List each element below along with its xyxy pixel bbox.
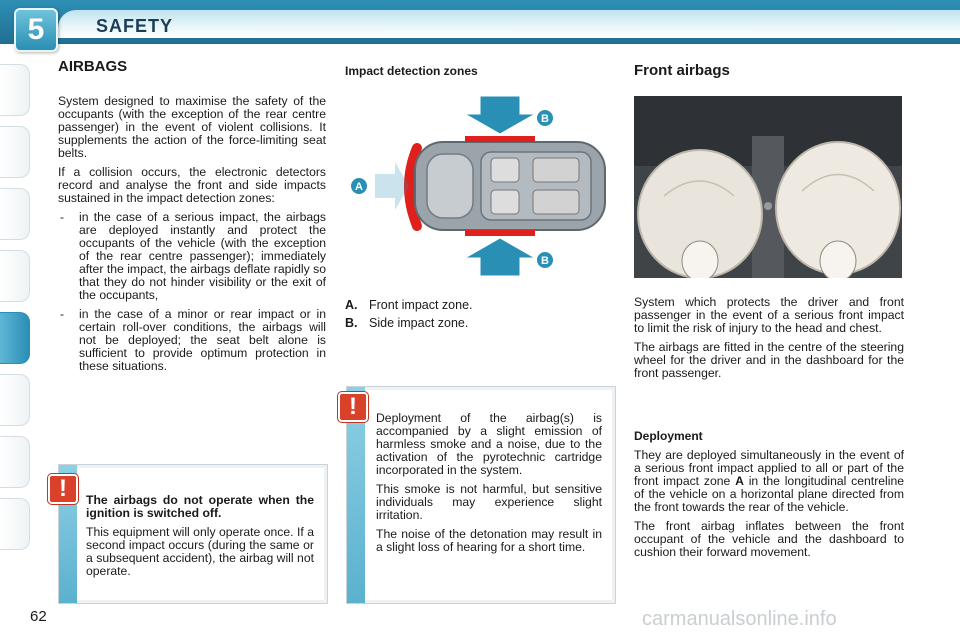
- front-airbags-heading: Front airbags: [634, 62, 730, 79]
- deployment-para: They are deployed simultaneously in the event of a serious front impact applied to all or part of the front impact zone A in the longitudinal centreline of the vehicle on a horizontal plane directed from the front towards the rear of the vehicle.: [634, 448, 905, 514]
- deployment-section: [634, 430, 904, 565]
- chapter-tab-4[interactable]: [0, 250, 30, 302]
- front-airbags-description: [634, 296, 904, 386]
- airbags-intro: System designed to maximise the safety of the occupants (with the exception of the rear centre passenger) in the event of violent collisions. It supplements the action of the force-limiting seat belts.: [58, 94, 326, 160]
- page-number: 62: [30, 608, 47, 625]
- watermark: carmanualsonline.info: [642, 608, 837, 630]
- header-band: [58, 10, 960, 38]
- chapter-tab-6[interactable]: [0, 374, 30, 426]
- deployment-para: The front airbag inflates between the front occupant of the vehicle and the dashboard to cushion their forward movement.: [634, 519, 904, 559]
- warning-title: The airbags do not operate when the ignition is switched off.: [86, 493, 314, 520]
- front-airbags-para: The airbags are fitted in the centre of the steering wheel for the driver and in the dashboard for the front passenger.: [634, 340, 904, 380]
- marker-b-top-label: B: [541, 113, 549, 125]
- chapter-tab-8[interactable]: [0, 498, 30, 550]
- chapter-number: 5: [14, 8, 58, 52]
- airbags-section: [58, 60, 326, 379]
- chapter-tab-7[interactable]: [0, 436, 30, 488]
- warning-para: This smoke is not harmful, but sensitive individuals may experience slight irritation.: [376, 482, 602, 522]
- deployment-heading: Deployment: [634, 429, 703, 443]
- list-item: - in the case of a minor or rear impact or in certain roll-over conditions, the airbags will not be deployed; the seat belt alone is sufficient to provide optimum protection in these situations.: [60, 307, 326, 373]
- airbags-list: [58, 211, 326, 373]
- impact-zones-diagram: [345, 96, 615, 276]
- list-item: - in the case of a serious impact, the airbags are deployed instantly and protect the occupants of the vehicle (with the exception of the rear centre passenger); immediately after the impact, the airbags deflate rapidly so that they do not hinder visibility or the exit of the occupants,: [60, 210, 326, 302]
- airbags-detectors: If a collision occurs, the electronic detectors record and analyse the front and side impacts sustained in the impact detection zones:: [58, 165, 326, 205]
- warning-para: Deployment of the airbag(s) is accompanied by a slight emission of harmless smoke and a noise, due to the activation of the pyrotechnic cartridge incorporated in the system.: [376, 411, 602, 477]
- warning-text-deployment: [376, 412, 602, 560]
- chapter-tab-1[interactable]: [0, 64, 30, 116]
- front-airbags-para: System which protects the driver and front passenger in the event of a serious front impact to limit the risk of injury to the head and chest.: [634, 295, 904, 335]
- zone-row: A. Front impact zone.: [345, 298, 473, 312]
- marker-b-bottom-label: B: [541, 255, 549, 267]
- chapter-tab-3[interactable]: [0, 188, 30, 240]
- warning-icon: !: [48, 474, 78, 504]
- front-airbags-photo: [634, 96, 902, 278]
- warning-icon: !: [338, 392, 368, 422]
- page-title: SAFETY: [96, 16, 174, 36]
- warning-text-ignition: [86, 494, 314, 584]
- chapter-tab-2[interactable]: [0, 126, 30, 178]
- chapter-tab-5[interactable]: [0, 312, 30, 364]
- airbags-heading: AIRBAGS: [58, 58, 128, 75]
- impact-zones-heading: Impact detection zones: [345, 64, 478, 78]
- marker-a-label: A: [355, 181, 363, 193]
- chapter-tabs: [0, 64, 34, 560]
- impact-zones-legend: [345, 296, 473, 332]
- warning-body: This equipment will only operate once. If a second impact occurs (during the same or a subsequent accident), the airbag will not operate.: [86, 525, 314, 578]
- zone-row: B. Side impact zone.: [345, 316, 469, 330]
- warning-para: The noise of the detonation may result in a slight loss of hearing for a short time.: [376, 527, 602, 554]
